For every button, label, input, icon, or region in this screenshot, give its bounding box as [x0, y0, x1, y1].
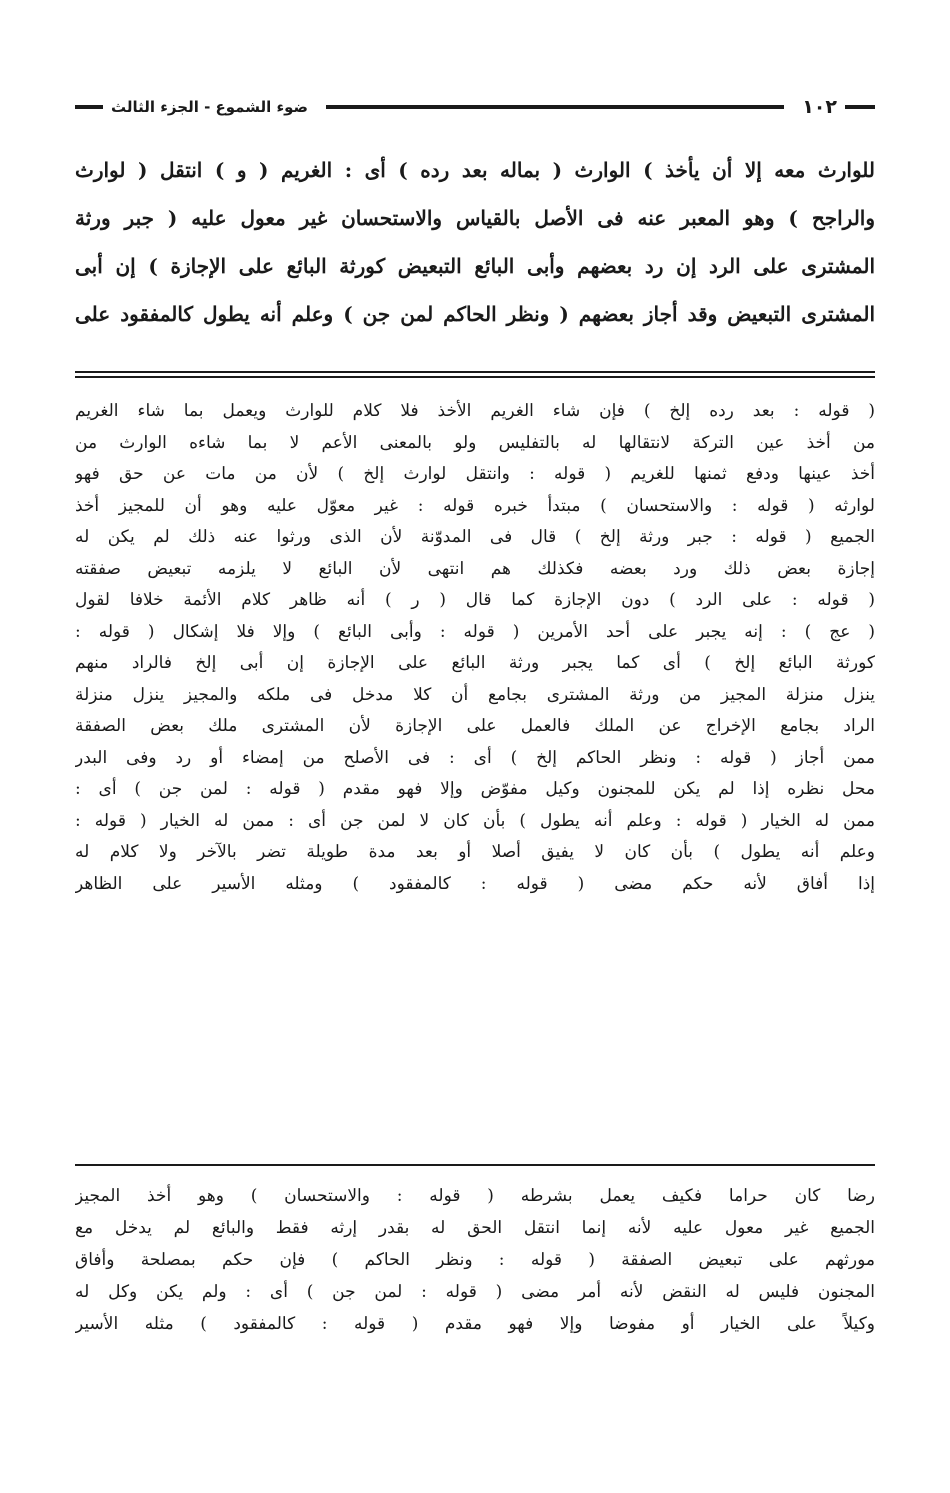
commentary-line: إذا أفاق لأنه حكم مضى ( قوله : كالمفقود ) ومثله الأسير على الظاهر	[75, 873, 875, 894]
footnote-line: رضا كان حراما فكيف يعمل بشرطه ( قوله : والاستحسان ) وهو أخذ المجيز	[75, 1186, 875, 1206]
running-title: ضوء الشموع - الجزء الثالث	[111, 98, 309, 116]
header-dash-left	[75, 105, 103, 109]
double-divider	[75, 371, 875, 378]
commentary-line: وعلم أنه يطول ) بأن كان لا يفيق أصلا أو بعد مدة طويلة تضر بالآخر ولا كلام له	[75, 842, 875, 862]
commentary-line: ( قوله : على الرد ) دون الإجازة كما قال ( ر ) أنه ظاهر كلام الأئمة خلافا لقول	[75, 590, 875, 610]
commentary-line: لوارثه ( قوله : والاستحسان ) مبتدأ خبره قوله : غير معوّل عليه وهو أن للمجيز أخذ	[75, 495, 875, 516]
single-divider	[75, 1164, 875, 1166]
main-text-line: للوارث معه إلا أن يأخذ ) الوارث ( بماله بعد رده ) أى : الغريم ( و ) انتقل ( لوارث	[75, 158, 875, 182]
commentary-line: الراد بجامع الإخراج عن الملك فالعمل على الإجازة لأن المشترى ملك بعض الصفقة	[75, 716, 875, 736]
commentary-line: الجميع ( قوله : جبر ورثة إلخ ) قال فى المدوّنة لأن الذى ورثوا عنه ذلك لم يكن له	[75, 527, 875, 547]
commentary-line: ممن له الخيار ( قوله : وعلم أنه يطول ) بأن كان لا لمن جن أى : ممن له الخيار ( قوله :	[75, 810, 875, 831]
commentary-line: ممن أجاز ( قوله : ونظر الحاكم إلخ ) أى : فى الأصلح من إمضاء أو رد وفى البدر	[75, 747, 875, 768]
commentary-line: أخذ عينها ودفع ثمنها للغريم ( قوله : وانتقل لوارث إلخ ) لأن من مات عن حق فهو	[75, 464, 875, 484]
footnote	[75, 1180, 875, 1340]
footnote-line: وكيلاً على الخيار أو مفوضا وإلا فهو مقدم ( قوله : كالمفقود ) مثله الأسير	[75, 1314, 875, 1334]
header-rule	[326, 105, 784, 109]
commentary-line: كورثة البائع إلخ ) أى كما يجبر ورثة البائع على الإجازة إن أبى إلخ فالراد منهم	[75, 653, 875, 673]
commentary-line: ينزل منزلة المجيز من ورثة المشترى بجامع أن كلا مدخل فى ملكه والمجيز ينزل منزلة	[75, 684, 875, 705]
main-text	[75, 146, 875, 338]
commentary-line: من أخذ عين التركة لانتقالها له بالتفليس ولو بالمعنى الأعم لا بما شاءه الوارث من	[75, 432, 875, 453]
main-text-line: المشترى التبعيض وقد أجاز بعضهم ( ونظر الحاكم لمن جن ) وعلم أنه يطول كالمفقود على	[75, 302, 875, 326]
header-dash-right	[845, 105, 875, 109]
main-text-line: والراجح ) وهو المعبر عنه فى الأصل بالقياس والاستحسان غير معول عليه ( جبر ورثة	[75, 206, 875, 230]
footnote-line: مورثهم على تبعيض الصفقة ( قوله : ونظر الحاكم ) فإن حكم بمصلحة وأفاق	[75, 1250, 875, 1270]
main-text-line: المشترى على الرد إن رد بعضهم وأبى البائع التبعيض كورثة البائع على الإجازة ) إن أبى	[75, 254, 875, 278]
page-header	[75, 92, 875, 122]
footnote-line: المجنون فليس له النقض لأنه أمر مضى ( قوله : لمن جن ) أى : ولم يكن وكل له	[75, 1282, 875, 1302]
commentary-line: إجازة بعض ذلك ورد بعضه فكذلك هم انتهى لأن البائع لا يلزمه تبعيض صفقته	[75, 558, 875, 579]
commentary	[75, 396, 875, 900]
commentary-line: محل نظره إذا لم يكن للمجنون وكيل مفوّض وإلا فهو مقدم ( قوله : لمن جن ) أى :	[75, 779, 875, 799]
page-number: ١٠٢	[802, 96, 837, 118]
commentary-line: ( قوله : بعد رده إلخ ) فإن شاء الغريم الأخذ فلا كلام للوارث ويعمل بما شاء الغريم	[75, 401, 875, 421]
commentary-line: ( عج ) : إنه يجبر على أحد الأمرين ( قوله : وأبى البائع ) وإلا فلا إشكال ( قوله :	[75, 621, 875, 642]
footnote-line: الجميع غير معول عليه لأنه إنما انتقل الحق له بقدر إرثه فقط والبائع لم يدخل مع	[75, 1218, 875, 1238]
